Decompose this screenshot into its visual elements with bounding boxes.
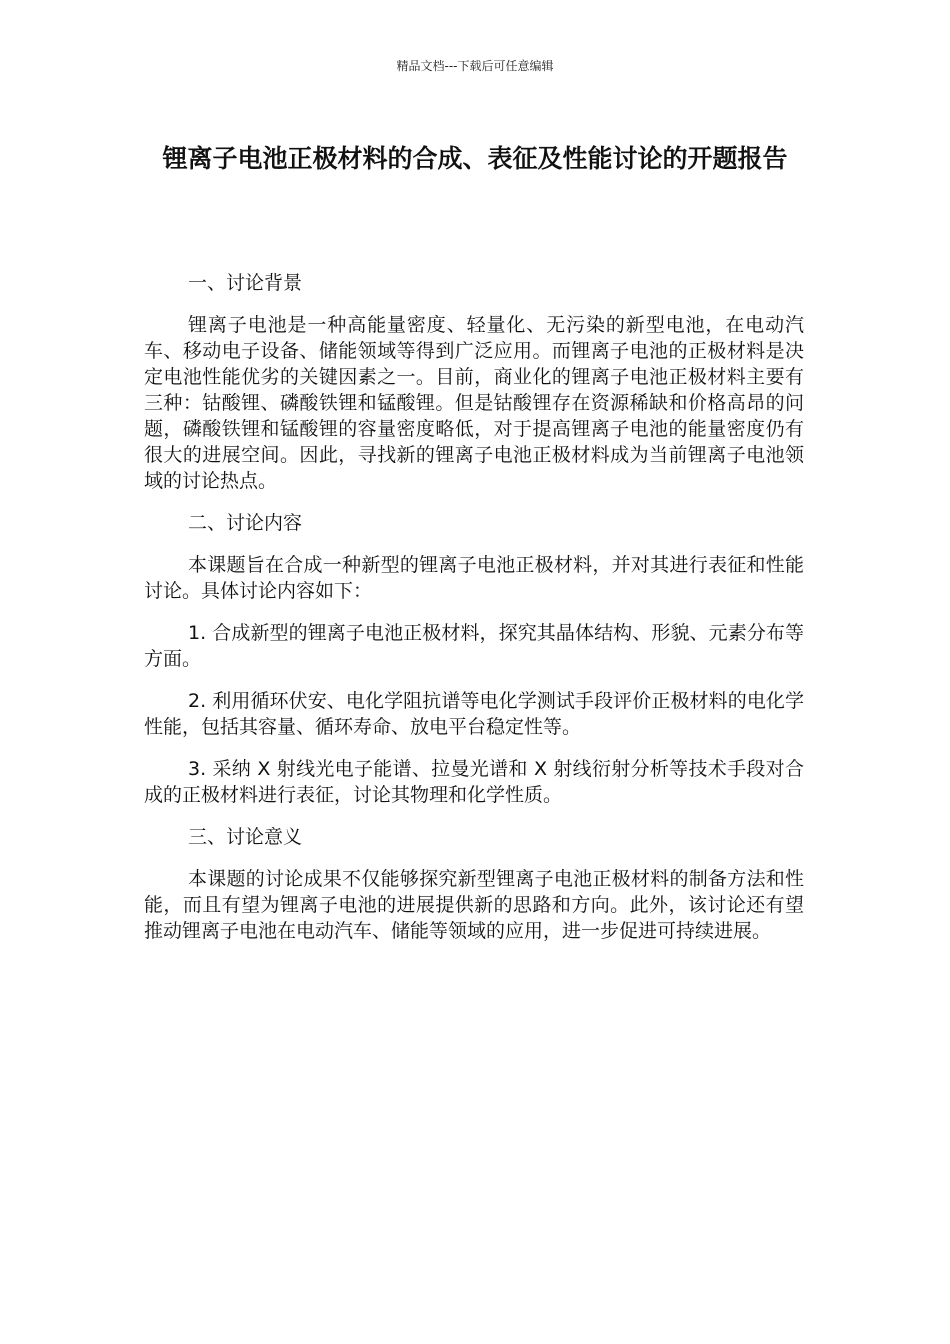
document-body bbox=[144, 270, 804, 944]
paragraph-significance: 本课题的讨论成果不仅能够探究新型锂离子电池正极材料的制备方法和性能，而且有望为锂离子电池的进展提供新的思路和方向。此外，该讨论还有望推动锂离子电池在电动汽车、储能等领域的应用，进一步促进可持续进展。 bbox=[144, 868, 804, 942]
paragraph-background: 锂离子电池是一种高能量密度、轻量化、无污染的新型电池，在电动汽车、移动电子设备、储能领域等得到广泛应用。而锂离子电池的正极材料是决定电池性能优劣的关键因素之一。目前，商业化的锂离子电池正极材料主要有三种：钴酸锂、磷酸铁锂和锰酸锂。但是钴酸锂存在资源稀缺和价格高昂的问题，磷酸铁锂和锰酸锂的容量密度略低，对于提高锂离子电池的能量密度仍有很大的进展空间。因此，寻找新的锂离子电池正极材料成为当前锂离子电池领域的讨论热点。 bbox=[144, 314, 804, 492]
list-item-3: 3. 采纳 X 射线光电子能谱、拉曼光谱和 X 射线衍射分析等技术手段对合成的正极材料进行表征，讨论其物理和化学性质。 bbox=[144, 758, 804, 806]
header-note: 精品文档---下载后可任意编辑 bbox=[396, 59, 554, 73]
section-heading-background: 一、讨论背景 bbox=[188, 272, 303, 294]
section-heading-significance: 三、讨论意义 bbox=[188, 826, 303, 848]
section-heading-content: 二、讨论内容 bbox=[188, 512, 303, 534]
paragraph-content-intro: 本课题旨在合成一种新型的锂离子电池正极材料，并对其进行表征和性能讨论。具体讨论内容如下： bbox=[144, 554, 804, 602]
document-title: 锂离子电池正极材料的合成、表征及性能讨论的开题报告 bbox=[162, 144, 788, 173]
list-item-1: 1. 合成新型的锂离子电池正极材料，探究其晶体结构、形貌、元素分布等方面。 bbox=[144, 622, 804, 670]
list-item-2: 2. 利用循环伏安、电化学阻抗谱等电化学测试手段评价正极材料的电化学性能，包括其容量、循环寿命、放电平台稳定性等。 bbox=[144, 690, 804, 738]
